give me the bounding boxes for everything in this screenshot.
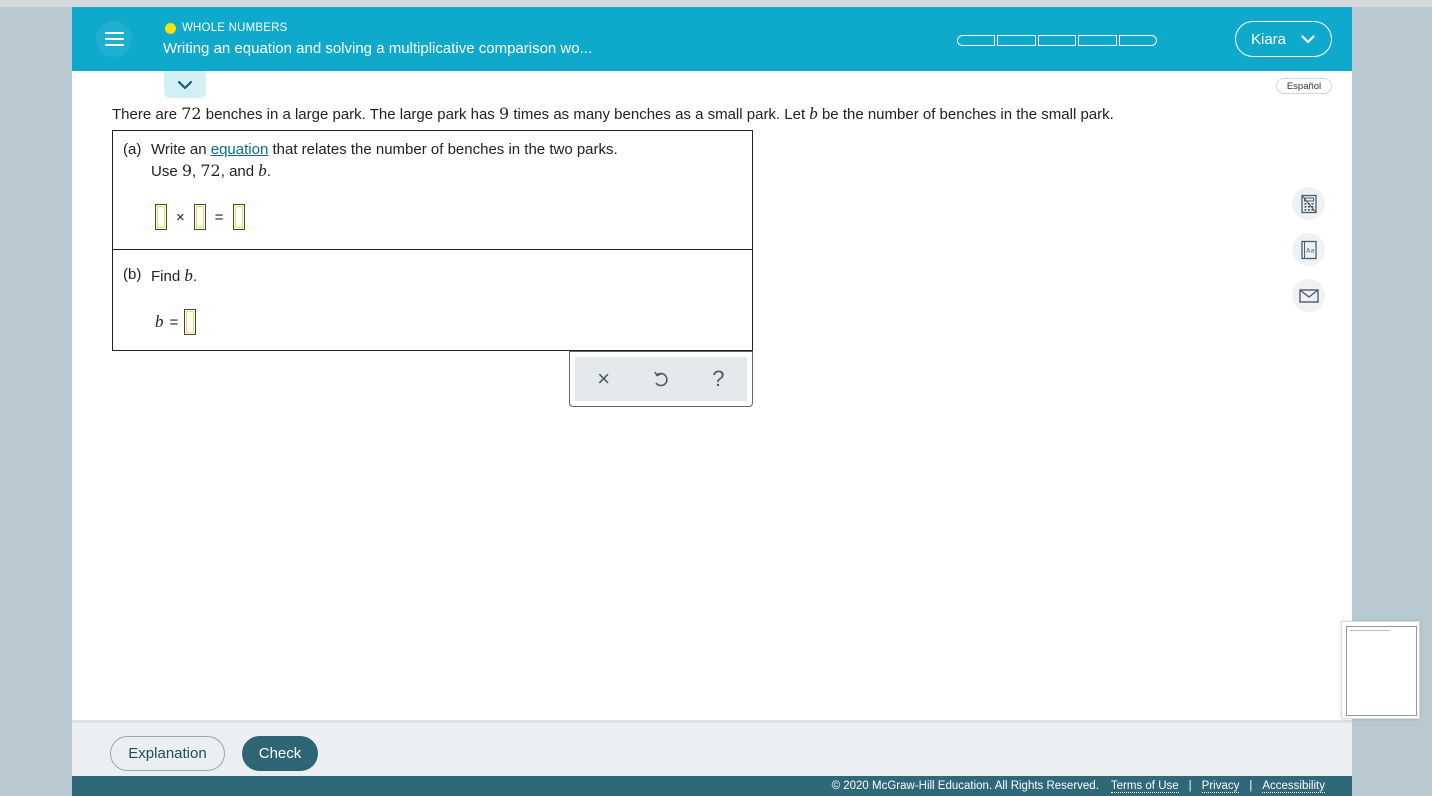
answer-row	[155, 309, 196, 335]
instruction-variable: b	[184, 266, 193, 285]
equation-row	[155, 204, 245, 230]
progress-segment	[1078, 35, 1116, 46]
privacy-link[interactable]: Privacy	[1201, 779, 1240, 792]
page-title: Writing an equation and solving a multiplicative comparison wo...	[163, 40, 593, 57]
calculator-icon	[1300, 194, 1318, 214]
mail-icon	[1299, 289, 1319, 303]
problem-text: benches in a large park. The large park has	[201, 106, 499, 123]
equation-input-2[interactable]	[194, 204, 206, 230]
help-button[interactable]	[700, 361, 736, 397]
problem-statement	[112, 104, 1114, 124]
clear-button[interactable]	[586, 361, 622, 397]
part-a-panel	[112, 130, 753, 250]
menu-icon[interactable]	[96, 21, 132, 57]
copyright-text: © 2020 McGraw-Hill Education. All Rights Reserved.	[831, 780, 1099, 792]
problem-text: There are	[112, 106, 182, 123]
instruction-text: Find	[151, 268, 185, 285]
calculator-button[interactable]	[1292, 187, 1325, 220]
instruction-text: ,	[192, 163, 201, 180]
part-b-instruction	[151, 266, 197, 286]
answer-tools-panel	[569, 351, 753, 407]
equals-symbol: =	[169, 313, 179, 331]
progress-bar	[957, 35, 1157, 46]
chevron-down-icon	[1301, 35, 1315, 44]
svg-text:Aa: Aa	[1305, 246, 1314, 254]
part-a-instruction	[151, 141, 618, 158]
footer-actions-bar	[72, 720, 1352, 776]
instruction-text: , and	[220, 163, 259, 180]
check-button[interactable]: Check	[242, 736, 318, 771]
collapse-header-button[interactable]	[164, 71, 206, 98]
problem-text: be the number of benches in the small park.	[817, 106, 1114, 123]
progress-segment	[1119, 35, 1157, 46]
part-a-use-line	[151, 161, 271, 181]
answer-input-b[interactable]	[184, 309, 196, 335]
progress-segment	[997, 35, 1035, 46]
answer-variable: b	[155, 312, 164, 331]
page-thumbnail-preview[interactable]	[1341, 621, 1420, 719]
message-button[interactable]	[1292, 279, 1325, 312]
times-symbol: ×	[176, 208, 185, 226]
instruction-text: Use	[151, 163, 182, 180]
problem-number: 9	[498, 104, 510, 123]
instruction-text: that relates the number of benches in the two parks.	[268, 141, 618, 158]
use-variable: b	[258, 161, 267, 180]
equation-input-3[interactable]	[233, 204, 245, 230]
accessibility-link[interactable]: Accessibility	[1262, 779, 1325, 792]
topic-status-dot	[165, 23, 176, 34]
link-separator: |	[1249, 780, 1253, 792]
equation-input-1[interactable]	[155, 204, 167, 230]
topic-label	[165, 22, 287, 34]
chevron-down-icon	[177, 80, 193, 90]
problem-variable: b	[809, 104, 818, 123]
use-number: 9	[181, 161, 193, 180]
help-icon: ?	[712, 366, 725, 391]
instruction-text: Write an	[151, 141, 211, 158]
use-number: 72	[200, 161, 221, 180]
explanation-button[interactable]: Explanation	[110, 736, 225, 771]
part-b-label: (b)	[123, 266, 142, 283]
thumbnail-page	[1346, 626, 1417, 716]
app-container	[72, 7, 1352, 796]
instruction-text: .	[266, 163, 271, 180]
problem-text: times as many benches as a small park. Let	[509, 106, 810, 123]
link-separator: |	[1188, 780, 1192, 792]
undo-button[interactable]	[643, 361, 679, 397]
user-name: Kiara	[1251, 30, 1287, 48]
topic-text: WHOLE NUMBERS	[182, 22, 288, 34]
terms-of-use-link[interactable]: Terms of Use	[1110, 779, 1179, 792]
copyright-bar	[72, 776, 1352, 796]
problem-number: 72	[181, 104, 202, 123]
dictionary-button[interactable]	[1292, 233, 1325, 266]
undo-icon	[652, 369, 670, 389]
close-icon: ×	[597, 366, 611, 391]
equation-link[interactable]: equation	[210, 141, 269, 158]
language-toggle-button[interactable]: Español	[1276, 78, 1332, 94]
progress-segment	[1038, 35, 1076, 46]
progress-segment	[957, 35, 995, 46]
header-bar	[72, 7, 1352, 71]
browser-top-strip	[0, 0, 1432, 7]
dictionary-icon	[1300, 240, 1318, 260]
instruction-text: .	[192, 268, 198, 285]
part-a-label: (a)	[123, 141, 142, 158]
part-b-panel	[112, 250, 753, 351]
thumbnail-text-line	[1350, 630, 1390, 631]
equals-symbol: =	[214, 208, 224, 226]
user-menu-button[interactable]	[1235, 21, 1332, 57]
